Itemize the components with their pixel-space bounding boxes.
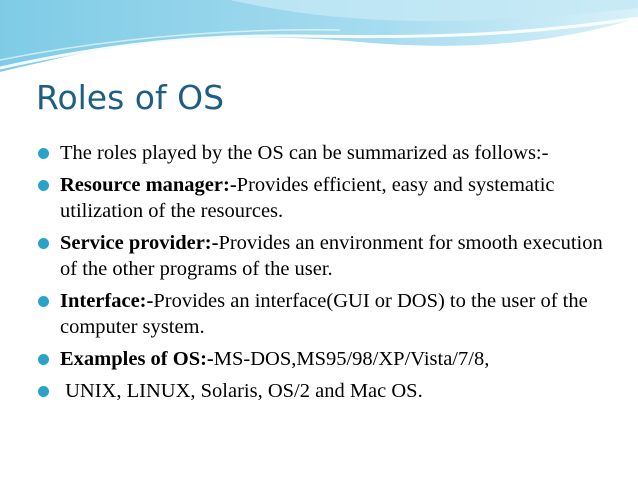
bullet-item xyxy=(38,288,603,340)
bullet-list xyxy=(38,140,608,410)
bullet-term: Service provider:- xyxy=(60,232,219,254)
bullet-term: Resource manager:- xyxy=(60,174,237,196)
round-bullet-icon xyxy=(38,148,49,159)
bullet-term: Examples of OS:- xyxy=(60,348,214,370)
slide-title: Roles of OS xyxy=(36,78,225,117)
bullet-item xyxy=(38,230,608,282)
round-bullet-icon xyxy=(38,386,49,397)
bullet-text: Provides efficient, easy and systematic utilization of the resources. xyxy=(60,174,560,222)
bullet-text: MS-DOS,MS95/98/XP/Vista/7/8, xyxy=(213,348,490,370)
bullet-text: UNIX, LINUX, Solaris, OS/2 and Mac OS. xyxy=(60,380,423,402)
bullet-text: The roles played by the OS can be summarized as follows:- xyxy=(60,142,549,164)
bullet-item xyxy=(38,378,603,404)
bullet-item xyxy=(38,346,603,372)
round-bullet-icon xyxy=(38,180,49,191)
round-bullet-icon xyxy=(38,354,49,365)
round-bullet-icon xyxy=(38,296,49,307)
bullet-item xyxy=(38,140,603,166)
header-wave-decoration xyxy=(0,0,638,80)
round-bullet-icon xyxy=(38,238,49,249)
bullet-text: Provides an interface(GUI or DOS) to the user of the computer system. xyxy=(60,290,593,338)
bullet-text: Provides an environment for smooth execution of the other programs of the user. xyxy=(60,232,608,280)
bullet-item xyxy=(38,172,603,224)
bullet-term: Interface:- xyxy=(60,290,154,312)
